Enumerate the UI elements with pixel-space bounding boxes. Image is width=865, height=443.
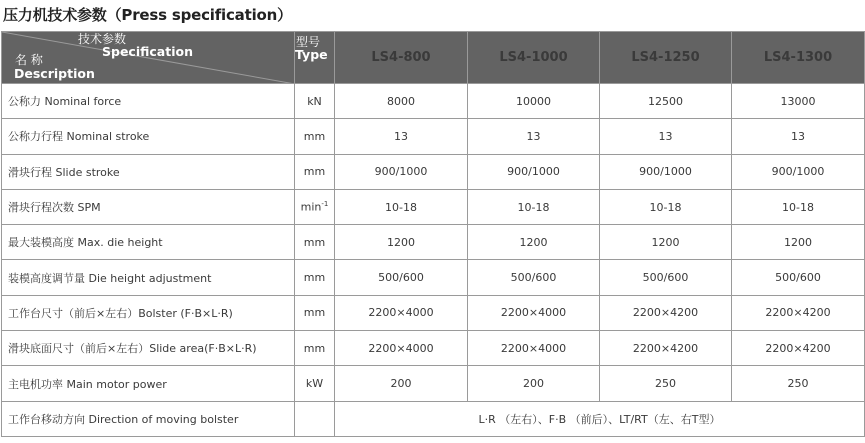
table-row xyxy=(2,260,865,295)
value-cell: 1200 xyxy=(600,225,732,260)
value-cell: 2200×4000 xyxy=(335,295,468,330)
type-cn-label: 型号 xyxy=(296,35,321,49)
unit-cell: mm xyxy=(295,119,335,154)
param-name: 滑块底面尺寸（前后×左右）Slide area(F·B×L·R) xyxy=(2,331,295,366)
value-cell: 8000 xyxy=(335,84,468,119)
value-cell: 250 xyxy=(600,366,732,401)
value-cell: 10-18 xyxy=(335,189,468,224)
value-cell: 500/600 xyxy=(600,260,732,295)
value-cell: 2200×4200 xyxy=(732,295,865,330)
model-header: LS4-1000 xyxy=(468,32,600,84)
value-cell: 500/600 xyxy=(732,260,865,295)
param-name: 最大装模高度 Max. die height xyxy=(2,225,295,260)
unit-cell: mm xyxy=(295,295,335,330)
table-row xyxy=(2,401,865,436)
unit-cell: kN xyxy=(295,84,335,119)
unit-text: min xyxy=(300,200,322,214)
page-title: 压力机技术参数（Press specification） xyxy=(3,6,292,24)
unit-superscript: -1 xyxy=(321,200,329,209)
table-row xyxy=(2,119,865,154)
table-row xyxy=(2,154,865,189)
value-cell: 900/1000 xyxy=(600,154,732,189)
table-row xyxy=(2,366,865,401)
value-cell: 2200×4200 xyxy=(732,331,865,366)
value-cell: 10-18 xyxy=(468,189,600,224)
param-name: 工作台移动方向 Direction of moving bolster xyxy=(2,401,295,436)
param-name: 滑块行程次数 SPM xyxy=(2,189,295,224)
value-cell: 900/1000 xyxy=(732,154,865,189)
unit-cell: mm xyxy=(295,225,335,260)
value-cell: 500/600 xyxy=(468,260,600,295)
spec-table xyxy=(1,31,865,437)
value-cell: 13 xyxy=(732,119,865,154)
model-header: LS4-1250 xyxy=(600,32,732,84)
unit-cell xyxy=(295,401,335,436)
value-cell: 1200 xyxy=(732,225,865,260)
value-cell: 900/1000 xyxy=(468,154,600,189)
value-cell: 500/600 xyxy=(335,260,468,295)
type-en-label: Type xyxy=(295,47,328,62)
value-cell: 12500 xyxy=(600,84,732,119)
value-cell: 200 xyxy=(335,366,468,401)
spec-en-label: Specification xyxy=(102,44,193,59)
value-cell: 10-18 xyxy=(600,189,732,224)
desc-en-label: Description xyxy=(14,66,95,81)
value-cell: 13 xyxy=(468,119,600,154)
table-row xyxy=(2,189,865,224)
value-cell: 1200 xyxy=(335,225,468,260)
header-corner-cell xyxy=(2,32,295,84)
param-name: 主电机功率 Main motor power xyxy=(2,366,295,401)
param-name: 公称力行程 Nominal stroke xyxy=(2,119,295,154)
value-cell: 2200×4000 xyxy=(468,331,600,366)
model-header: LS4-1300 xyxy=(732,32,865,84)
value-cell: 2200×4200 xyxy=(600,295,732,330)
spec-cn-label: 技术参数 xyxy=(78,32,127,46)
unit-cell: mm xyxy=(295,260,335,295)
model-header: LS4-800 xyxy=(335,32,468,84)
value-cell: 10000 xyxy=(468,84,600,119)
value-cell: 13 xyxy=(600,119,732,154)
value-cell: 13000 xyxy=(732,84,865,119)
value-cell: 13 xyxy=(335,119,468,154)
unit-cell: kW xyxy=(295,366,335,401)
table-row xyxy=(2,295,865,330)
value-cell: 250 xyxy=(732,366,865,401)
header-row xyxy=(2,32,865,84)
unit-cell: mm xyxy=(295,154,335,189)
value-cell: 2200×4000 xyxy=(335,331,468,366)
param-name: 工作台尺寸（前后×左右）Bolster (F·B×L·R) xyxy=(2,295,295,330)
unit-cell: mm xyxy=(295,331,335,366)
merged-value-cell: L·R （左右）、F·B （前后）、LT/RT（左、右T型） xyxy=(335,401,865,436)
value-cell: 200 xyxy=(468,366,600,401)
param-name: 公称力 Nominal force xyxy=(2,84,295,119)
table-row xyxy=(2,225,865,260)
param-name: 装模高度调节量 Die height adjustment xyxy=(2,260,295,295)
desc-cn-label: 名 称 xyxy=(15,53,43,67)
unit-cell xyxy=(295,189,335,224)
header-type-cell xyxy=(295,32,335,84)
table-row xyxy=(2,84,865,119)
table-row xyxy=(2,331,865,366)
value-cell: 10-18 xyxy=(732,189,865,224)
value-cell: 1200 xyxy=(468,225,600,260)
value-cell: 2200×4200 xyxy=(600,331,732,366)
value-cell: 900/1000 xyxy=(335,154,468,189)
param-name: 滑块行程 Slide stroke xyxy=(2,154,295,189)
value-cell: 2200×4000 xyxy=(468,295,600,330)
